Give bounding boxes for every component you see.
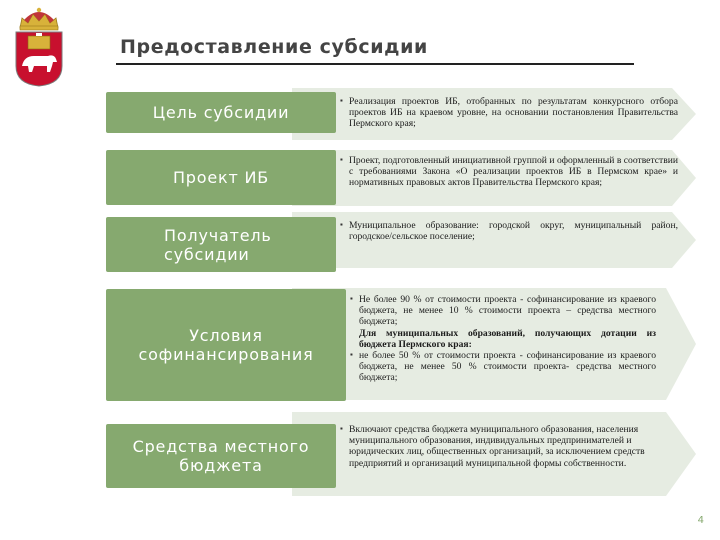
label-local-budget: Средства местного бюджета (106, 424, 336, 488)
desc-local-budget (340, 424, 658, 469)
label-goal: Цель субсидии (106, 92, 336, 133)
page-number: 4 (697, 515, 704, 526)
desc-item: ▪ Проект, подготовленный инициативной группой и оформленный в соответствии с требованиями Закона «О реализации проектов ИБ в Пермском крае» и нормативных правовых актов Правительства Пермского края; (340, 155, 678, 189)
desc-project (340, 155, 678, 189)
label-recipient: Получатель субсидии (106, 217, 336, 272)
desc-bold: Для муниципальных образований, получающих дотации из бюджета Пермского края: (359, 327, 656, 350)
desc-item: ▪ Муниципальное образование: городской округ, муниципальный район, городское/сельское поселение; (340, 220, 678, 242)
desc-goal (340, 96, 678, 130)
desc-item: ▪ Реализация проектов ИБ, отобранных по результатам конкурсного отбора проектов ИБ на краевом уровне, на основании постановления Правительства Пермского края; (340, 96, 678, 130)
desc-item: ▪ Не более 90 % от стоимости проекта - софинансирование из краевого бюджета, не менее 10 % стоимости проекта – средства местного бюджета; (350, 294, 656, 328)
page-title: Предоставление субсидии (120, 36, 428, 58)
label-cofinancing: Условия софинансирования (106, 289, 346, 401)
desc-item: ▪ Включают средства бюджета муниципального образования, населения муниципального образования, индивидуальных предпринимателей и юридических лиц, общественных организаций, за исключением средств предприятий и организаций муниципальной формы собственности. (340, 424, 658, 469)
label-project: Проект ИБ (106, 150, 336, 205)
desc-cofinancing (350, 294, 656, 384)
title-underline (116, 63, 634, 65)
coat-of-arms-icon (10, 6, 68, 88)
desc-item: ▪ не более 50 % от стоимости проекта - софинансирование из краевого бюджета, не менее 50 % стоимости проекта- средства местного бюджета; (350, 350, 656, 384)
desc-recipient (340, 220, 678, 242)
